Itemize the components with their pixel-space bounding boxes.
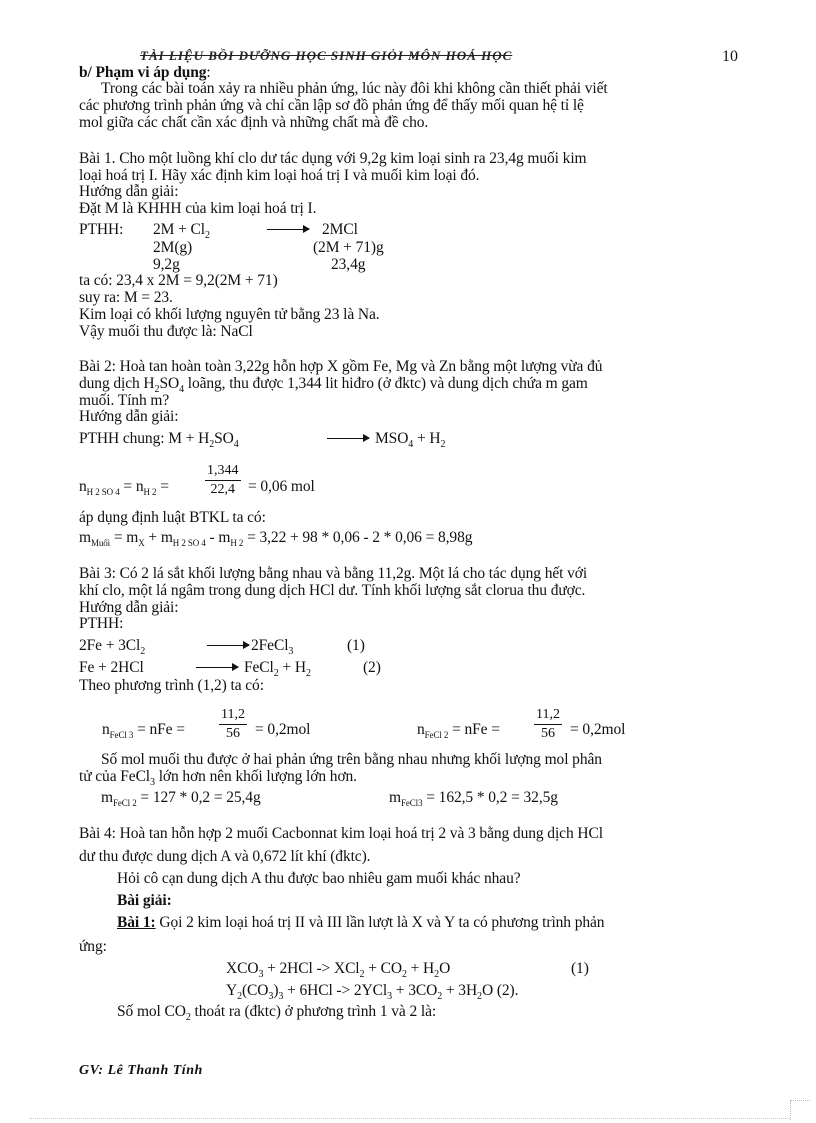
text-part: 2Fe + 3Cl xyxy=(79,637,141,654)
fraction-numerator: 11,2 xyxy=(219,707,247,725)
equation-rhs: 2MCl xyxy=(322,221,358,238)
text-part: + 6HCl -> 2YCl xyxy=(283,982,388,999)
text-part: n xyxy=(102,721,110,738)
fraction xyxy=(534,707,562,742)
text-part: = 3,22 + 98 * 0,06 - 2 * 0,06 = 8,98g xyxy=(243,529,473,546)
text-part: thoát ra (đktc) ở phương trình 1 và 2 là: xyxy=(190,1003,437,1020)
text-part: MSO xyxy=(375,430,409,447)
subscript: 2 xyxy=(273,668,279,680)
problem-1-line: suy ra: M = 23. xyxy=(79,289,173,306)
text-part: PTHH chung: M + H xyxy=(79,430,210,447)
value-right: 23,4g xyxy=(331,256,366,273)
reaction-1-rhs xyxy=(251,638,293,660)
text-part: + H xyxy=(278,659,306,676)
text-part: 2FeCl xyxy=(251,637,289,654)
mole-fecl3 xyxy=(102,722,185,743)
pthh-label: PTHH: xyxy=(79,615,124,632)
text-part: = nFe = xyxy=(133,721,185,738)
subscript: 3 xyxy=(387,991,393,1003)
problem-3-line: khí clo, một lá ngâm trong dung dịch HCl dư. Tính khối lượng sắt clorua thu được. xyxy=(79,582,586,599)
guide-heading: Hướng dẫn giải: xyxy=(79,599,179,616)
text-part: O (2). xyxy=(481,982,519,999)
mass-left: 2M(g) xyxy=(153,239,193,256)
text-part: + H xyxy=(406,960,435,977)
subscript: H 2 SO 4 xyxy=(172,538,206,549)
reaction-1-lhs xyxy=(79,638,145,660)
subscript: 3 xyxy=(288,646,294,658)
problem-4-line: Bài 4: Hoà tan hỗn hợp 2 muối Cacbonnat kim loại hoá trị 2 và 3 bằng dung dịch HCl xyxy=(79,825,603,842)
reaction-arrow xyxy=(207,645,249,646)
text-part: + m xyxy=(144,529,173,546)
subscript: 3 xyxy=(268,991,274,1003)
text-part: + 3H xyxy=(442,982,478,999)
subscript: FeCl 2 xyxy=(112,798,137,809)
text-part: loãng, thu được 1,344 lit hiđro (ở đktc) và dung dịch chứa m gam xyxy=(183,375,588,392)
subscript: 4 xyxy=(233,439,239,451)
solution-line: ứng: xyxy=(79,938,107,955)
problem-1-line: loại hoá trị I. Hãy xác định kim loại hoá trị I và muối kim loại đó. xyxy=(79,167,480,184)
subscript: 2 xyxy=(185,1012,191,1024)
subscript: 2 xyxy=(154,384,160,396)
subscript: 2 xyxy=(477,991,482,1003)
subscript: 2 xyxy=(204,230,210,242)
fraction xyxy=(219,707,247,742)
solution-line xyxy=(117,1004,436,1026)
text-part: + CO xyxy=(364,960,402,977)
subscript: FeCl 3 xyxy=(109,730,134,741)
footer-author: GV: Lê Thanh Tính xyxy=(79,1063,203,1078)
subscript: 3 xyxy=(278,991,284,1003)
subscript: FeCl 2 xyxy=(424,730,449,741)
guide-heading: Hướng dẫn giải: xyxy=(79,183,179,200)
problem-4-line: dư thu được dung dịch A và 0,672 lít khí (đktc). xyxy=(79,848,371,865)
subscript: Muối xyxy=(90,538,111,549)
text-part: + 3CO xyxy=(392,982,438,999)
solution-heading: Bài giải: xyxy=(117,892,172,909)
problem-2-line: Bài 2: Hoà tan hoàn toàn 3,22g hỗn hợp X gồm Fe, Mg và Zn bằng một lượng vừa đủ xyxy=(79,358,603,375)
fraction-denominator: 22,4 xyxy=(210,482,235,497)
problem-1-line: Vậy muối thu được là: NaCl xyxy=(79,323,253,340)
reaction-arrow xyxy=(196,667,238,668)
fraction-denominator: 56 xyxy=(540,726,555,741)
mass-right: (2M + 71)g xyxy=(313,239,384,256)
paragraph-line: mol giữa các chất cần xác định và những chất mà đề cho. xyxy=(79,114,429,131)
text-part: = n xyxy=(119,478,144,495)
problem-1-line: Bài 1. Cho một luồng khí clo dư tác dụng với 9,2g kim loại sinh ra 23,4g muối kim xyxy=(79,150,587,167)
subscript: 2 xyxy=(237,991,242,1003)
reaction-arrow xyxy=(267,229,309,230)
problem-3-line: Bài 3: Có 2 lá sắt khối lượng bằng nhau và bằng 11,2g. Một lá cho tác dụng hết với xyxy=(79,565,588,582)
reaction-arrow xyxy=(327,438,369,439)
fraction-numerator: 11,2 xyxy=(534,707,562,725)
text-part: = 127 * 0,2 = 25,4g xyxy=(136,789,261,806)
text-part: XCO xyxy=(226,960,259,977)
subscript: H 2 xyxy=(143,487,157,498)
text-part: + 2HCl -> XCl xyxy=(263,960,360,977)
subscript: 2 xyxy=(305,668,311,680)
equation-lhs-text: 2M + Cl xyxy=(153,221,205,238)
reaction-1-number: (1) xyxy=(571,960,589,977)
text-part: lớn hơn nên khối lượng lớn hơn. xyxy=(154,768,357,785)
reaction-y2co33 xyxy=(226,983,518,1005)
text-part: m xyxy=(101,789,113,806)
text-part: FeCl xyxy=(244,659,274,676)
text-part: dung dịch H xyxy=(79,375,155,392)
mole-result: = 0,2mol xyxy=(570,721,626,738)
text-part: O xyxy=(439,960,451,977)
mass-fecl3 xyxy=(389,790,558,811)
value-left: 9,2g xyxy=(153,256,180,273)
text-part: SO xyxy=(159,375,180,392)
text-part: n xyxy=(79,478,87,495)
problem-4-question: Hỏi cô cạn dung dịch A thu được bao nhiêu gam muối khác nhau? xyxy=(117,870,521,887)
text-part: - m xyxy=(205,529,231,546)
pthh-general xyxy=(79,431,239,453)
section-title xyxy=(79,65,211,81)
subscript: X xyxy=(138,538,145,549)
text-part: tử của FeCl xyxy=(79,768,151,785)
problem-3-line: Theo phương trình (1,2) ta có: xyxy=(79,677,264,694)
solution-label: Bài 1: xyxy=(117,914,156,931)
text-part: = m xyxy=(110,529,139,546)
subscript: 2 xyxy=(440,439,446,451)
text-part: SO xyxy=(214,430,234,447)
problem-2-line: muối. Tính m? xyxy=(79,392,170,409)
text-part: = nFe = xyxy=(448,721,500,738)
pthh-label: PTHH: xyxy=(79,221,124,238)
subscript: 4 xyxy=(408,439,414,451)
paragraph-line: Trong các bài toán xảy ra nhiều phản ứng, lúc này đôi khi không cần thiết phải viết xyxy=(101,80,608,97)
fraction xyxy=(205,463,241,498)
problem-2-line: áp dụng định luật BTKL ta có: xyxy=(79,509,266,526)
text-part: (CO xyxy=(242,982,269,999)
subscript: 2 xyxy=(359,969,365,981)
mole-equation xyxy=(79,479,169,500)
subscript: 2 xyxy=(437,991,443,1003)
guide-heading: Hướng dẫn giải: xyxy=(79,408,179,425)
text-part: Y xyxy=(226,982,238,999)
text-part: + H xyxy=(413,430,441,447)
problem-1-line: ta có: 23,4 x 2M = 9,2(2M + 71) xyxy=(79,272,278,289)
text-part: m xyxy=(79,529,91,546)
page-number: 10 xyxy=(722,48,738,65)
problem-3-line: Số mol muối thu được ở hai phản ứng trên bằng nhau nhưng khối lượng mol phân xyxy=(101,751,602,768)
running-header: TÀI LIỆU BỒI DƯỠNG HỌC SINH GIỎI MÔN HOÁ HỌC xyxy=(140,48,513,63)
mole-result: = 0,06 mol xyxy=(248,478,315,495)
problem-1-line: Kim loại có khối lượng nguyên tử bằng 23 là Na. xyxy=(79,306,380,323)
subscript: 4 xyxy=(179,384,184,396)
subscript: 3 xyxy=(150,777,155,789)
reaction-2-number: (2) xyxy=(363,659,381,676)
text-part: m xyxy=(389,789,401,806)
mass-conservation xyxy=(79,530,472,551)
subscript: H 2 SO 4 xyxy=(86,487,120,498)
reaction-2-lhs: Fe + 2HCl xyxy=(79,659,144,676)
reaction-xco3 xyxy=(226,961,450,983)
text-part: = 162,5 * 0,2 = 32,5g xyxy=(422,789,558,806)
mole-result: = 0,2mol xyxy=(255,721,311,738)
subscript: FeCl3 xyxy=(400,798,423,809)
text-part: Gọi 2 kim loại hoá trị II và III lần lượt là X và Y ta có phương trình phản xyxy=(155,914,605,931)
problem-3-line xyxy=(79,769,357,791)
reaction-1-number: (1) xyxy=(347,637,365,654)
subscript: 2 xyxy=(209,439,215,451)
page-corner-mark xyxy=(790,1100,791,1120)
pthh-products xyxy=(375,431,445,453)
fraction-denominator: 56 xyxy=(225,726,240,741)
subscript: 2 xyxy=(434,969,440,981)
mole-fecl2 xyxy=(417,722,500,743)
section-title-colon: : xyxy=(206,64,211,81)
mass-fecl2 xyxy=(101,790,261,811)
problem-1-line: Đặt M là KHHH của kim loại hoá trị I. xyxy=(79,200,317,217)
page-corner-mark xyxy=(790,1100,810,1101)
text-part: = xyxy=(156,478,169,495)
solution-line xyxy=(117,915,604,931)
subscript: 2 xyxy=(401,969,407,981)
subscript: H 2 xyxy=(230,538,244,549)
text-part: Số mol CO xyxy=(117,1003,186,1020)
subscript: 3 xyxy=(258,969,264,981)
page-edge-line xyxy=(30,1118,790,1119)
subscript: 2 xyxy=(140,646,146,658)
fraction-numerator: 1,344 xyxy=(205,463,241,481)
section-title-text: b/ Phạm vi áp dụng xyxy=(79,64,207,81)
paragraph-line: các phương trình phản ứng và chỉ cần lập sơ đồ phản ứng để thấy mối quan hệ tỉ lệ xyxy=(79,97,584,114)
text-part: n xyxy=(417,721,425,738)
text-part: ) xyxy=(273,982,279,999)
